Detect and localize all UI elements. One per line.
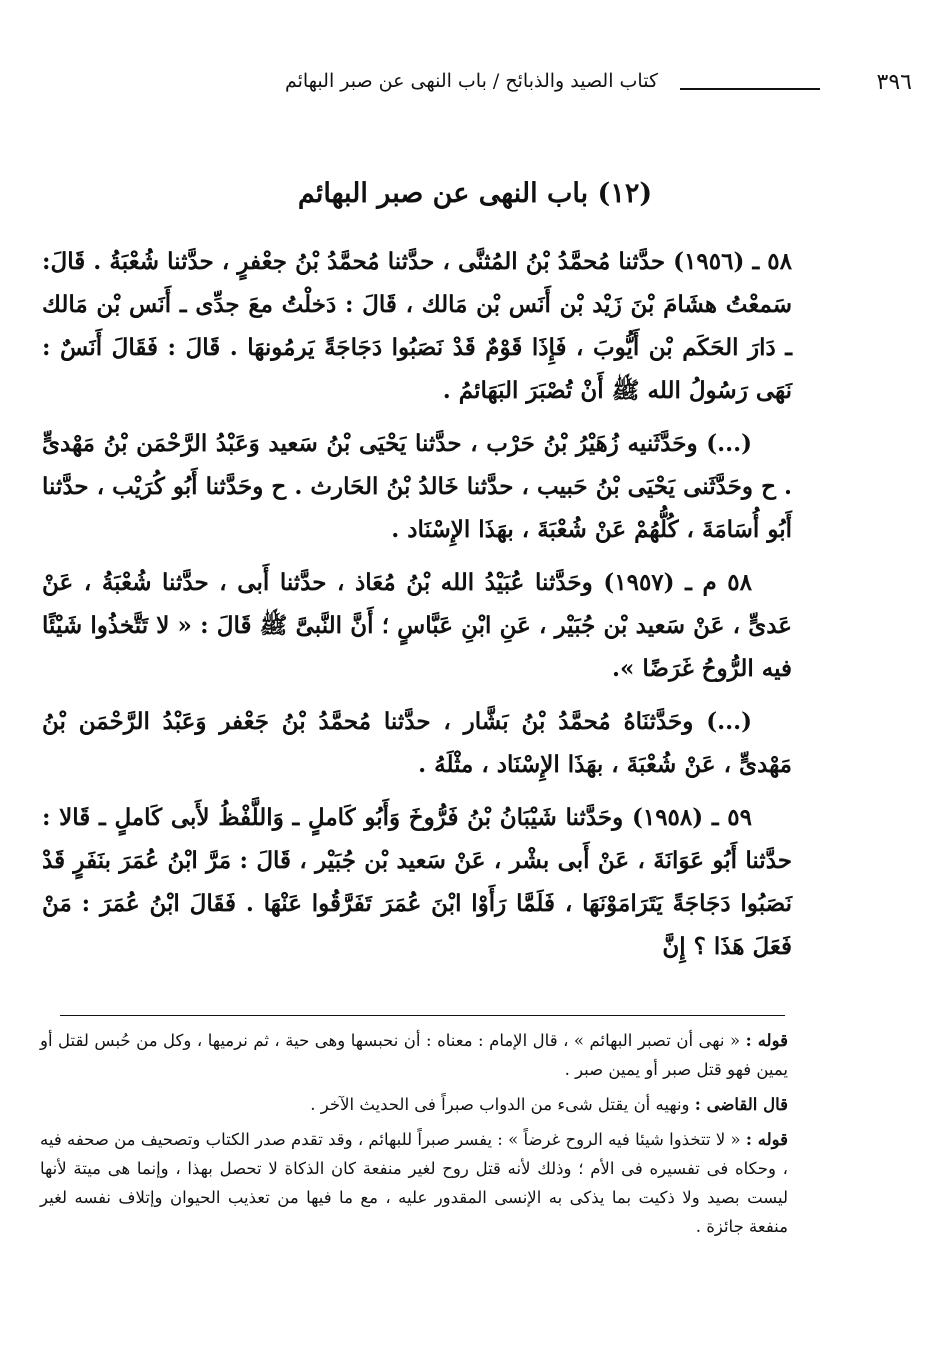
hadith-text: وحَدَّثنَاهُ مُحمَّدُ بْنُ بَشَّار ، حدَّثنا مُحمَّدُ بْنُ جَعْفر وَعَبْدُ الرَّحْمَن بْنُ مَهْدىٍّ ، عَنْ شُعْبَةَ ، بهَذَا الإِسْنَاد ، مثْلَهُ . [42,708,792,778]
footnote-label: قوله : [745,1130,789,1149]
hadith-number: (...) [706,430,752,457]
footnote [40,1090,788,1119]
chapter-title: (١٢) باب النهى عن صبر البهائم [297,178,653,209]
hadith-text: وحَدَّثنا عُبَيْدُ الله بْنُ مُعَاذ ، حدَّثنا أَبى ، حدَّثنا شُعْبَةُ ، عَنْ عَدىٍّ ، عَنْ سَعيد بْن جُبَيْر ، عَنِ ابْنِ عَبَّاسٍ ؛ أَنَّ النَّبىَّ ﷺ قَالَ : « لا تَتَّخذُوا شَيْئًا فيه الرُّوحُ غَرَضًا ». [42,569,792,682]
hadith-paragraph [42,561,792,690]
running-header [38,66,912,110]
hadith-text: حدَّثنا مُحمَّدُ بْنُ المُثنَّى ، حدَّثنا مُحمَّدُ بْنُ جعْفرٍ ، حدَّثنا شُعْبَةُ . قَالَ: سَمعْتُ هشَامَ بْنَ زَيْد بْن أَنَس بْن مَالك ، قَالَ : دَخلْتُ معَ جدِّى ـ أَنَس بْن مَالك ـ دَارَ الحَكَم بْن أَيُّوبَ ، فَإِذَا قَوْمٌ قَدْ نَصَبُوا دَجَاجَةً يَرمُونهَا . قَالَ : فَقَالَ أَنَسٌ : نَهَى رَسُولُ الله ﷺ أَنْ تُصْبَرَ البَهَائمُ . [42,248,792,404]
footnotes [40,1026,788,1247]
footnote [40,1026,788,1084]
footnote [40,1125,788,1241]
footnote-text: « لا تتخذوا شيئا فيه الروح غرضاً » : يفسر صبراً للبهائم ، وقد تقدم صدر الكتاب وتصحيف من صحفه فيه ، وحكاه فى تفسيره فى الأم ؛ وذلك لأنه قتل روح لغير منفعة كان الذكاة لا تحصل بهذا ، وإنما هى ميتة لأنها ليست بصيد ولا ذكيت بما يذكى به الإنسى المقدور عليه ، مع ما فيها من تعذيب الحيوان وإتلاف نفسه لغير منفعة جائزة . [40,1130,788,1236]
header-rule [680,88,820,90]
hadith-number: ٥٩ ـ (١٩٥٨) [631,804,752,831]
hadith-paragraph [42,240,792,412]
footnote-label: قوله : [745,1031,788,1050]
footnote-divider [60,1015,785,1016]
footnote-text: « نهى أن تصبر البهائم » ، قال الإمام : معناه : أن نحبسها وهى حية ، ثم نرميها ، وكل من حُبس لقتل أو يمين فهو قتل صبر أو يمين صبر . [40,1031,788,1079]
page-number: ٣٩٦ [876,70,912,95]
hadith-text: وحَدَّثنا شَيْبَانُ بْنُ فَرُّوخَ وَأَبُو كَاملٍ ـ وَاللَّفْظُ لأَبى كَاملٍ ـ قَالا : حدَّثنا أَبُو عَوَانَةَ ، عَنْ أَبى بشْر ، عَنْ سَعيد بْن جُبَيْر ، قَالَ : مَرَّ ابْنُ عُمَرَ بنَفَرٍ قَدْ نَصَبُوا دَجَاجَةً يَتَرَامَوْنَهَا ، فَلَمَّا رَأَوْا ابْنَ عُمَرَ تَفَرَّقُوا عَنْهَا . فَقَالَ ابْنُ عُمَرَ : مَنْ فَعَلَ هَذَا ؟ إِنَّ [42,804,792,960]
hadith-number: (...) [706,708,752,735]
footnote-label: قال القاضى : [694,1095,788,1114]
hadith-paragraph [42,796,792,968]
footnote-text: ونهيه أن يقتل شىء من الدواب صبراً فى الحديث الآخر . [310,1095,690,1114]
hadith-paragraph [42,700,792,786]
hadith-number: ٥٨ م ـ (١٩٥٧) [603,569,752,596]
hadith-text-body [42,240,792,978]
running-header-title: كتاب الصيد والذبائح / باب النهى عن صبر البهائم [284,70,658,92]
hadith-paragraph [42,422,792,551]
hadith-text: وحَدَّثَنيه زُهَيْرُ بْنُ حَرْب ، حدَّثنا يَحْيَى بْنُ سَعيد وَعَبْدُ الرَّحْمَن بْنُ مَهْدىٍّ . ح وحَدَّثَنى يَحْيَى بْنُ حَبيب ، حدَّثنا خَالدُ بْنُ الحَارث . ح وحَدَّثنا أَبُو كُرَيْب ، حدَّثنا أَبُو أُسَامَةَ ، كُلُّهُمْ عَنْ شُعْبَةَ ، بهَذَا الإِسْنَاد . [42,430,792,543]
hadith-number: ٥٨ ـ (١٩٥٦) [673,248,792,275]
